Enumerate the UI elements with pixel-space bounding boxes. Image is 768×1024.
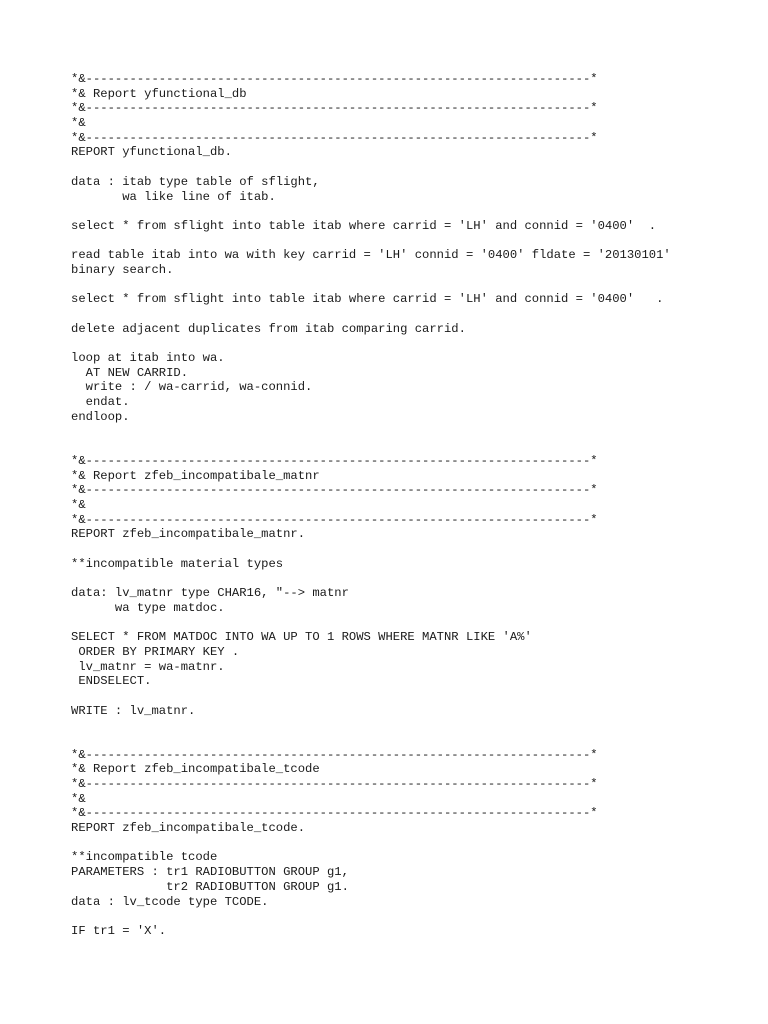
code-line: IF tr1 = 'X'.	[71, 923, 167, 938]
code-line: WRITE : lv_matnr.	[71, 703, 196, 718]
code-line: *&---------------------------------------------------------------------*	[71, 512, 598, 527]
code-line: *& Report yfunctional_db	[71, 86, 247, 101]
code-line: *&	[71, 791, 86, 806]
code-line	[71, 909, 761, 924]
code-line: endloop.	[71, 409, 130, 424]
code-line: *&---------------------------------------------------------------------*	[71, 453, 598, 468]
code-line	[71, 615, 761, 630]
code-line	[71, 234, 761, 249]
code-line: REPORT yfunctional_db.	[71, 145, 232, 160]
code-line: read table itab into wa with key carrid = 'LH' connid = '0400' fldate = '20130101'	[71, 248, 671, 263]
code-line: *& Report zfeb_incompatibale_tcode	[71, 762, 320, 777]
code-line: *&	[71, 116, 86, 131]
code-line: select * from sflight into table itab where carrid = 'LH' and connid = '0400' .	[71, 292, 664, 307]
code-line: tr2 RADIOBUTTON GROUP g1.	[71, 879, 349, 894]
code-line: wa type matdoc.	[71, 600, 225, 615]
code-line: *&	[71, 497, 86, 512]
code-line: PARAMETERS : tr1 RADIOBUTTON GROUP g1,	[71, 865, 349, 880]
code-line: *&---------------------------------------------------------------------*	[71, 101, 598, 116]
code-line: select * from sflight into table itab where carrid = 'LH' and connid = '0400' .	[71, 218, 657, 233]
code-line: data : lv_tcode type TCODE.	[71, 894, 269, 909]
code-line: REPORT zfeb_incompatibale_matnr.	[71, 527, 306, 542]
code-document	[71, 72, 761, 939]
code-line: loop at itab into wa.	[71, 351, 225, 366]
code-line: *&---------------------------------------------------------------------*	[71, 747, 598, 762]
code-line: write : / wa-carrid, wa-connid.	[71, 380, 313, 395]
code-line: ENDSELECT.	[71, 674, 152, 689]
code-line: SELECT * FROM MATDOC INTO WA UP TO 1 ROWS WHERE MATNR LIKE 'A%'	[71, 630, 532, 645]
code-line: data : itab type table of sflight,	[71, 174, 320, 189]
code-line: lv_matnr = wa-matnr.	[71, 659, 225, 674]
code-line: wa like line of itab.	[71, 189, 276, 204]
code-line: **incompatible tcode	[71, 850, 218, 865]
code-line	[71, 307, 761, 322]
code-line: endat.	[71, 395, 130, 410]
code-line: *& Report zfeb_incompatibale_matnr	[71, 468, 320, 483]
code-line: *&---------------------------------------------------------------------*	[71, 130, 598, 145]
code-line	[71, 204, 761, 219]
code-line	[71, 160, 761, 175]
code-line	[71, 718, 761, 733]
code-line	[71, 425, 761, 440]
code-line	[71, 439, 761, 454]
code-line: *&---------------------------------------------------------------------*	[71, 72, 598, 86]
code-line: binary search.	[71, 262, 174, 277]
code-line	[71, 571, 761, 586]
code-line	[71, 733, 761, 748]
code-line: data: lv_matnr type CHAR16, "--> matnr	[71, 586, 349, 601]
code-line: *&---------------------------------------------------------------------*	[71, 806, 598, 821]
code-line: *&---------------------------------------------------------------------*	[71, 483, 598, 498]
code-line	[71, 689, 761, 704]
code-line	[71, 278, 761, 293]
code-line: *&---------------------------------------------------------------------*	[71, 777, 598, 791]
code-line: ORDER BY PRIMARY KEY .	[71, 644, 240, 659]
code-line	[71, 336, 761, 351]
code-line: REPORT zfeb_incompatibale_tcode.	[71, 821, 306, 836]
code-line: AT NEW CARRID.	[71, 365, 189, 380]
code-line: **incompatible material types	[71, 556, 284, 571]
code-line: delete adjacent duplicates from itab comparing carrid.	[71, 321, 466, 336]
code-line	[71, 836, 761, 851]
code-line	[71, 542, 761, 557]
